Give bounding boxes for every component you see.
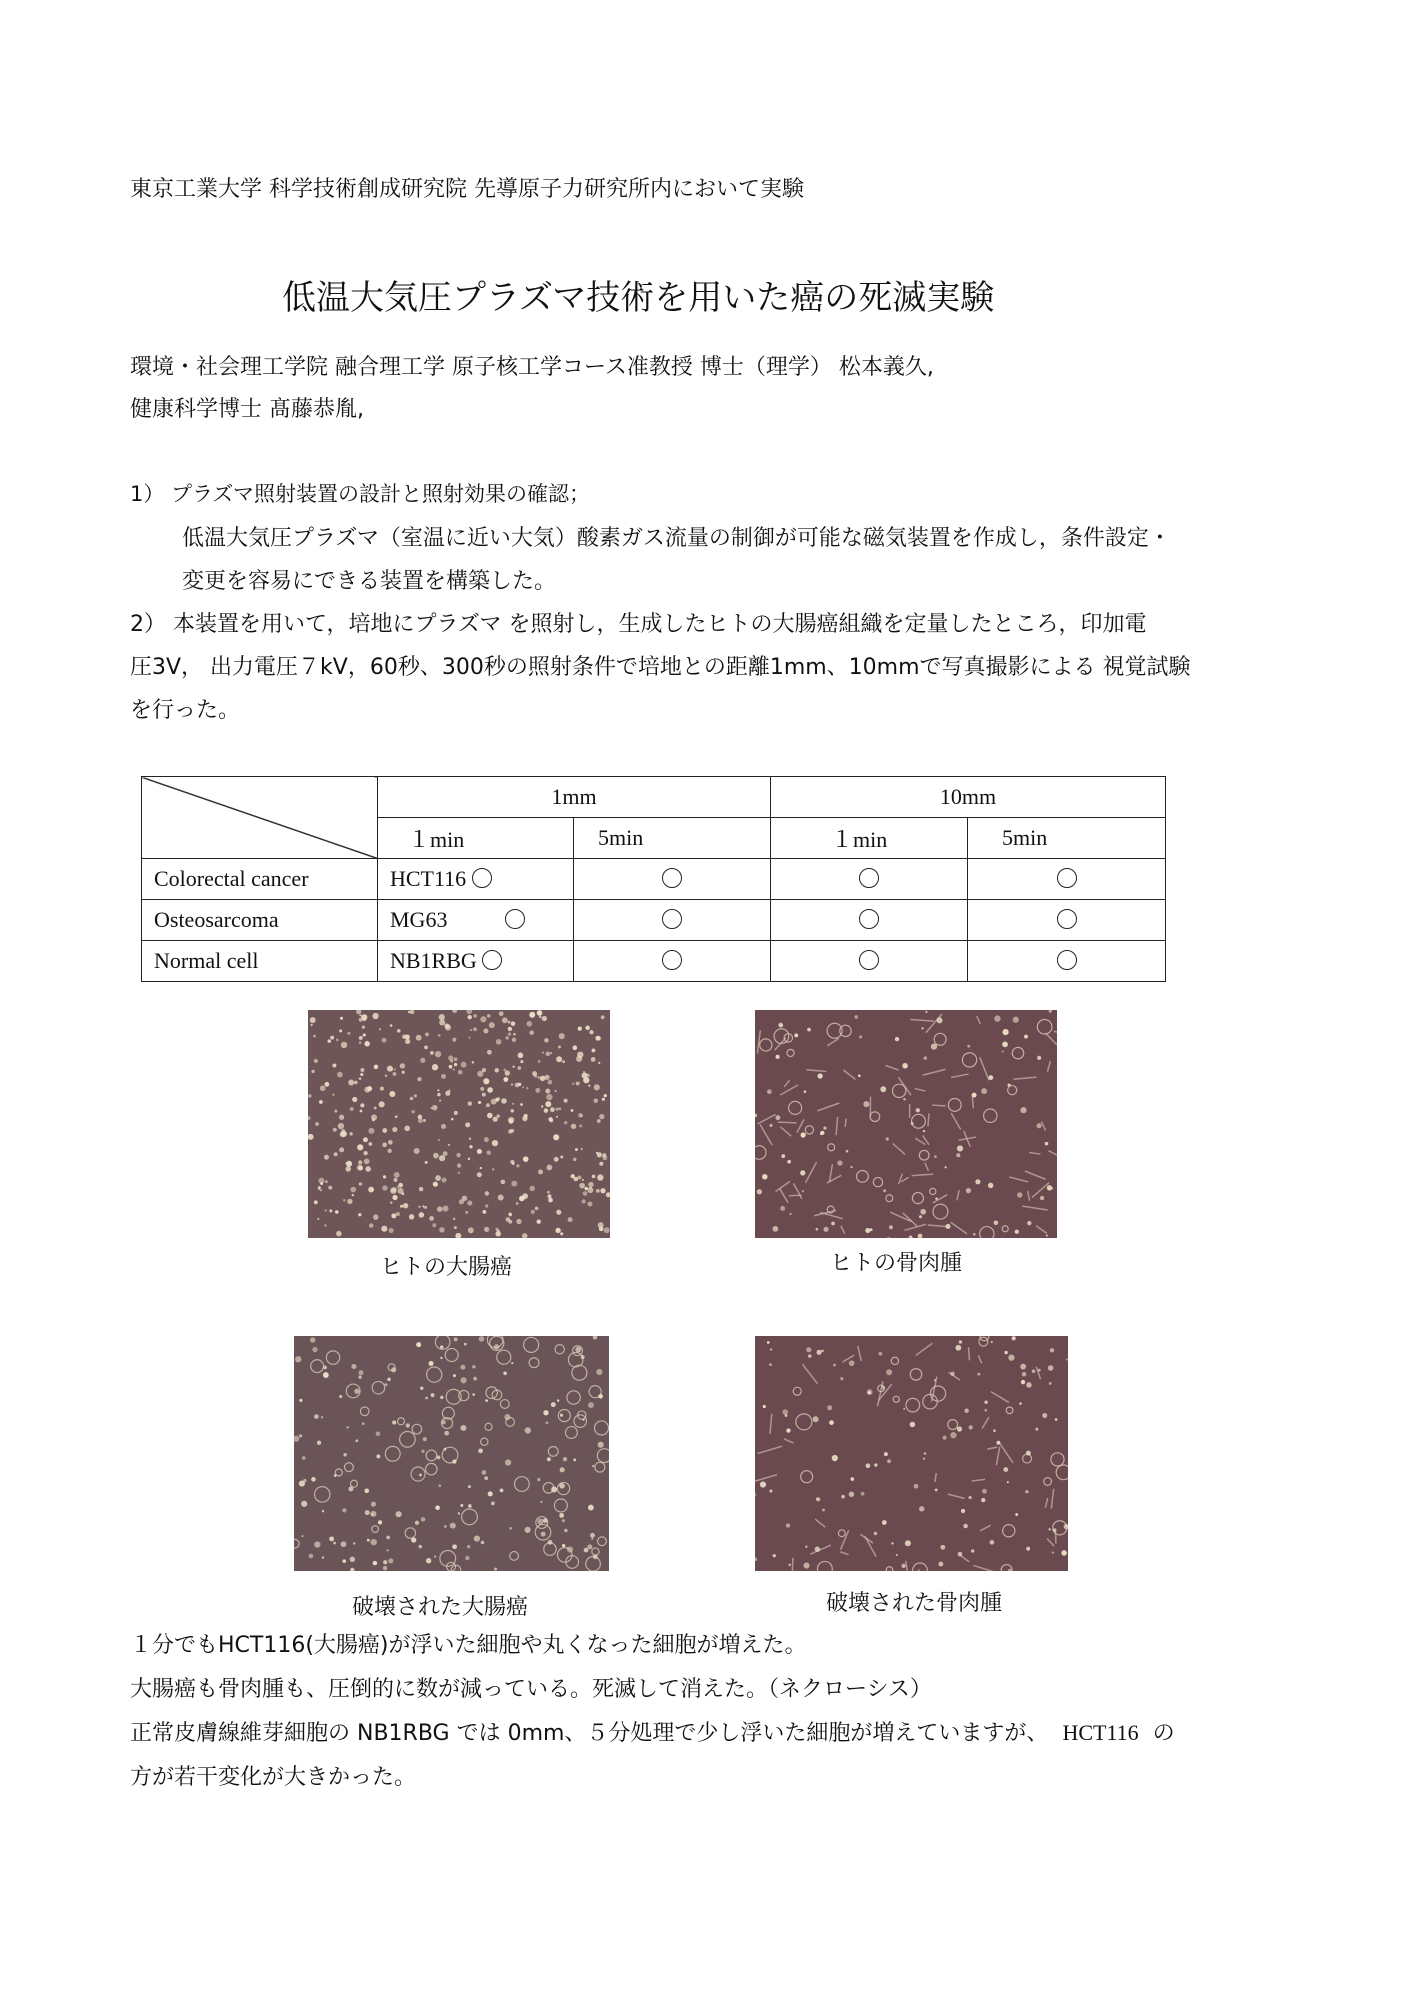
item2-line1: 2） 本装置を用いて，培地にプラズマ を照射し，生成したヒトの大腸癌組織を定量したところ，印加電 [130,612,1147,637]
result-cell [771,859,968,900]
header-time-10mm-5min: 5min [968,818,1166,859]
circle-mark [859,909,879,929]
page-title: 低温大気圧プラズマ技術を用いた癌の死滅実験 [282,278,995,318]
conclusion-line4: 方が若干変化が大きかった。 [130,1765,417,1790]
circle-mark [1057,868,1077,888]
circle-mark [1057,950,1077,970]
circle-mark [859,868,879,888]
caption-destroyed-osteosarcoma: 破壊された骨肉腫 [826,1591,1003,1616]
caption-destroyed-colorectal: 破壊された大腸癌 [352,1595,529,1620]
header-time-10mm-1min: １min [771,818,968,859]
table-corner-diagonal [142,777,378,859]
result-cell [771,900,968,941]
row-label-normal: Normal cell [142,941,378,982]
table-row [142,859,1166,900]
row-label-colorectal: Colorectal cancer [142,859,378,900]
row-label-osteosarcoma: Osteosarcoma [142,900,378,941]
lab-header: 東京工業大学 科学技術創成研究院 先導原子力研究所内において実験 [130,177,804,202]
author-line-2: 健康科学博士 髙藤恭胤, [130,397,364,422]
circle-mark [662,909,682,929]
table-row [142,900,1166,941]
results-table [141,776,1166,982]
conclusion-line3-text: 正常皮膚線維芽細胞の NB1RBG では 0mm、５分処理で少し浮いた細胞が増えていますが、 [130,1721,1049,1746]
item1-body-line2: 変更を容易にできる装置を構築した。 [182,569,557,594]
cell-line-name: MG63 [390,907,448,932]
conclusion-line3 [130,1716,1175,1747]
header-distance-1mm: 1mm [378,777,771,818]
item2-line3: を行った。 [130,698,241,723]
header-time-1mm-1min: １min [378,818,574,859]
item1-body-line1: 低温大気圧プラズマ（室温に近い大気）酸素ガス流量の制御が可能な磁気装置を作成し，条件設定・ [182,526,1171,551]
circle-mark [662,950,682,970]
result-cell [968,941,1166,982]
result-cell [968,859,1166,900]
circle-mark [472,868,492,888]
cell-line-hct116 [378,859,574,900]
caption-osteosarcoma: ヒトの骨肉腫 [830,1251,963,1276]
cell-line-name: HCT116 [390,866,467,891]
caption-colorectal-cancer: ヒトの大腸癌 [380,1255,513,1280]
circle-mark [1057,909,1077,929]
colorectal-cancer-micrograph [308,1010,610,1238]
conclusion-line2: 大腸癌も骨肉腫も、圧倒的に数が減っている。死滅して消えた。（ネクローシス） [130,1677,932,1702]
conclusion-line1: １分でもHCT116(大腸癌)が浮いた細胞や丸くなった細胞が増えた。 [130,1633,807,1658]
destroyed-osteosarcoma-micrograph [755,1336,1068,1571]
result-cell [574,900,771,941]
cell-line-name: NB1RBG [390,948,477,973]
conclusion-line3-particle: の [1152,1721,1175,1746]
item2-line2: 圧3V， 出力電圧７kV，60秒、300秒の照射条件で培地との距離1mm、10mmで写真撮影による 視覚試験 [130,655,1191,680]
destroyed-colorectal-cancer-micrograph [294,1336,609,1571]
author-line-1: 環境・社会理工学院 融合理工学 原子核工学コース准教授 博士（理学） 松本義久, [130,355,934,380]
result-cell [574,859,771,900]
circle-mark [859,950,879,970]
osteosarcoma-micrograph [755,1010,1057,1238]
table-row [142,941,1166,982]
circle-mark [482,950,502,970]
circle-mark [505,909,525,929]
header-distance-10mm: 10mm [771,777,1166,818]
item1-heading: 1） プラズマ照射装置の設計と照射効果の確認； [130,482,590,506]
header-time-1mm-5min: 5min [574,818,771,859]
cell-line-nb1rbg [378,941,574,982]
conclusion-line3-cellline: HCT116 [1062,1720,1139,1745]
circle-mark [662,868,682,888]
cell-line-mg63 [378,900,574,941]
result-cell [574,941,771,982]
result-cell [968,900,1166,941]
result-cell [771,941,968,982]
